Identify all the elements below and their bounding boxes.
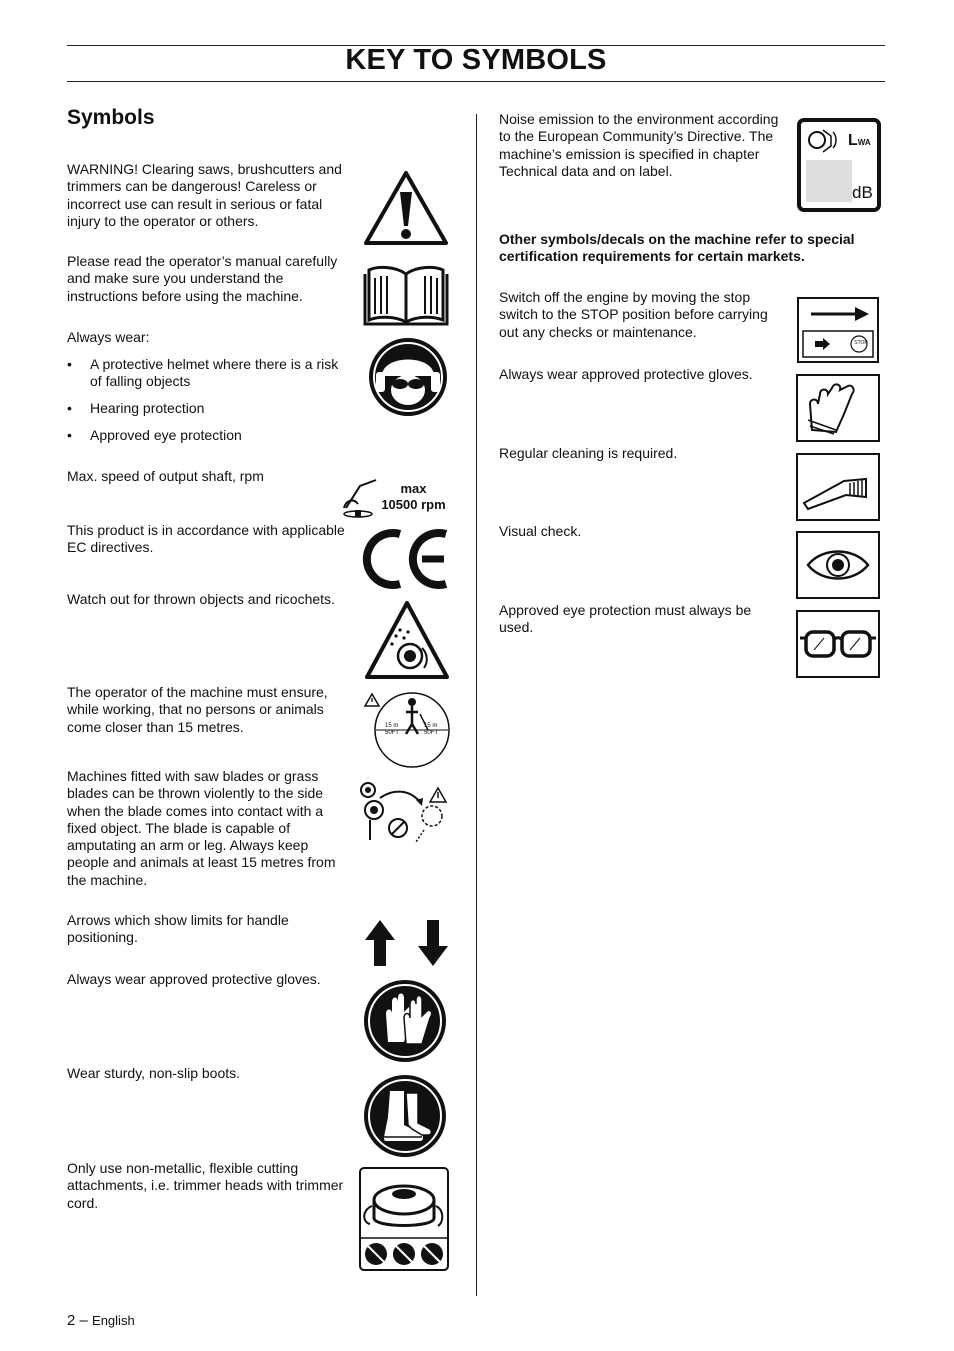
- list-item-text: Hearing protection: [90, 400, 205, 416]
- page-number: 2 –: [67, 1312, 88, 1329]
- warning-triangle-icon: [363, 170, 449, 246]
- max-speed-text: Max. speed of output shaft, rpm: [67, 468, 264, 484]
- stop-switch-icon: [797, 297, 879, 363]
- other-symbols-text: Other symbols/decals on the machine refer to special certification requirements for certain markets.: [499, 231, 855, 265]
- cleaning-text: Regular cleaning is required.: [499, 445, 678, 461]
- list-item-text: Approved eye protection: [90, 427, 242, 443]
- lwa-letter: L: [848, 132, 858, 149]
- distance-right-feet: 50FT: [424, 730, 439, 736]
- lwa-label: [848, 132, 871, 150]
- footer-language: English: [92, 1313, 135, 1328]
- page-title: KEY TO SYMBOLS: [345, 44, 607, 76]
- warning-text: WARNING! Clearing saws, brushcutters and trimmers can be dangerous! Careless or incorrect use can result in serious or fatal injury to the operator or others.: [67, 161, 342, 229]
- list-item-text: A protective helmet where there is a risk of falling objects: [90, 356, 339, 390]
- fifteen-metre-distance-icon: [362, 690, 452, 770]
- down-arrow-icon: [417, 918, 449, 968]
- visual-check-eye-icon: [796, 531, 880, 599]
- nonmetal-text: Only use non-metallic, flexible cutting attachments, i.e. trimmer heads with trimmer cord.: [67, 1160, 344, 1211]
- rpm-label-value: 10500 rpm: [381, 497, 446, 512]
- handle-arrows-text: Arrows which show limits for handle positioning.: [67, 912, 289, 946]
- ce-mark-icon: [362, 528, 450, 590]
- distance-left-label: [385, 723, 399, 737]
- max-rpm-icon: [340, 474, 380, 522]
- db-label: dB: [852, 183, 873, 202]
- protective-glove-icon: [796, 374, 880, 442]
- right-gloves-text: Always wear approved protective gloves.: [499, 366, 753, 382]
- distance-left-feet: 50FT: [385, 730, 400, 736]
- section-title: Symbols: [67, 106, 155, 129]
- stop-label: STOP: [854, 340, 868, 346]
- cleaning-brush-icon: [796, 453, 880, 521]
- trimmer-head-only-icon: [358, 1166, 450, 1272]
- bullet-dot: •: [67, 356, 72, 372]
- distance-right-metres: 15 m: [424, 723, 438, 729]
- blade-thrust-text: Machines fitted with saw blades or grass blades can be thrown violently to the side when the blade comes into contact with a fixed object. The blade is capable of amputating an arm or leg. Always keep people and animals at least 15 metres from the machine.: [67, 768, 336, 888]
- visual-check-text: Visual check.: [499, 523, 582, 539]
- rpm-label-max: max: [400, 481, 427, 496]
- helmet-ear-eye-protection-icon: [366, 336, 450, 418]
- column-divider: [476, 114, 477, 1296]
- lwa-subscript: WA: [857, 138, 871, 147]
- boots-text: Wear sturdy, non-slip boots.: [67, 1065, 241, 1081]
- boots-icon: [362, 1073, 448, 1159]
- manual-text: Please read the operator’s manual carefully and make sure you understand the instructions before using the machine.: [67, 253, 338, 304]
- page-footer: [67, 1312, 135, 1329]
- blade-thrust-icon: [356, 780, 450, 846]
- ce-text: This product is in accordance with applicable EC directives.: [67, 522, 345, 556]
- safety-glasses-icon: [796, 610, 880, 678]
- thrown-objects-text: Watch out for thrown objects and ricochets.: [67, 591, 335, 607]
- thrown-objects-warning-icon: [364, 600, 450, 680]
- stop-switch-text: Switch off the engine by moving the stop switch to the STOP position before carrying out any checks or maintenance.: [499, 289, 768, 340]
- eye-protection-text: Approved eye protection must always be used.: [499, 602, 752, 636]
- header-bottom-rule: [67, 81, 885, 82]
- distance-left-metres: 15 m: [385, 723, 399, 729]
- always-wear-text: Always wear:: [67, 329, 150, 345]
- distance-text: The operator of the machine must ensure, while working, that no persons or animals come closer than 15 metres.: [67, 684, 328, 735]
- bullet-dot: •: [67, 427, 72, 443]
- distance-right-label: [424, 723, 438, 737]
- bullet-dot: •: [67, 400, 72, 416]
- noise-emission-text: Noise emission to the environment according to the European Community’s Directive. The machine’s emission is specified in chapter Technical data and on label.: [499, 111, 779, 179]
- manual-book-icon: [363, 262, 449, 326]
- gloves-icon: [362, 978, 448, 1064]
- up-arrow-icon: [364, 918, 396, 968]
- rpm-label: [376, 481, 451, 513]
- gloves-text: Always wear approved protective gloves.: [67, 971, 321, 987]
